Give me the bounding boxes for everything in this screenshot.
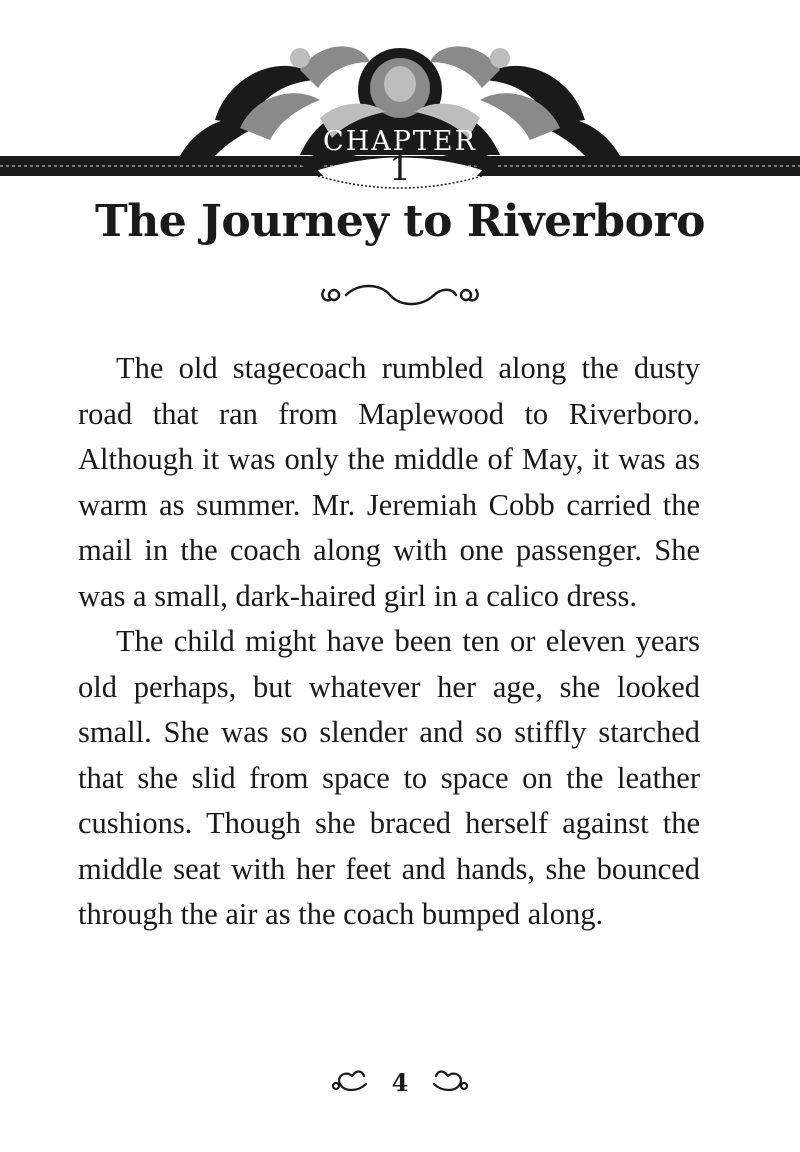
flourish-right-icon	[430, 1066, 470, 1096]
chapter-body	[78, 346, 700, 938]
chapter-label: CHAPTER	[323, 126, 477, 157]
chapter-header	[0, 0, 800, 210]
paragraph: The old stagecoach rumbled along the dusty road that ran from Maplewood to Riverboro. Although it was only the middle of May, it was as warm as summer. Mr. Jeremiah Cobb carried the mail in the coach along with one passenger. She was a small, dark-haired girl in a calico dress.	[78, 351, 700, 613]
page-number: 4	[391, 1068, 409, 1097]
flourish-left-icon	[330, 1066, 370, 1096]
chapter-number: 1	[389, 149, 411, 189]
chapter-title: The Journey to Riverboro	[95, 196, 705, 247]
paragraph: The child might have been ten or eleven years old perhaps, but whatever her age, she looked small. She was so slender and so stiffly starched that she slid from space to space on the leather cushions. Though she braced herself against the middle seat with her feet and hands, she bounced through the air as the coach bumped along.	[78, 624, 700, 931]
scroll-divider-icon	[318, 278, 482, 312]
